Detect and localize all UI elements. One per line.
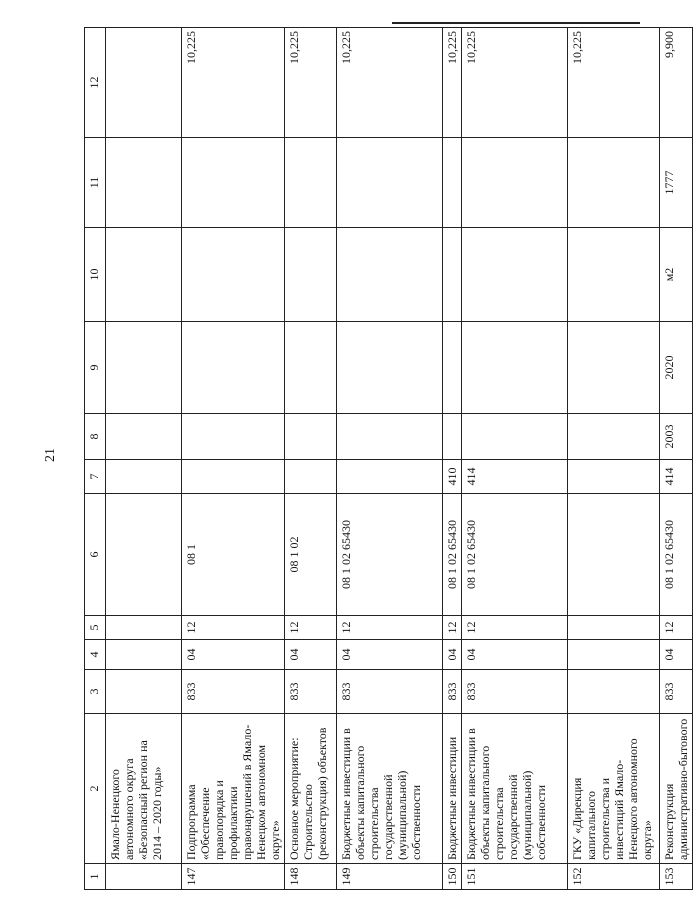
cell-col-6: 08 1 02 65430 [443,494,462,616]
cell-col-8 [106,414,182,460]
cell-col-12: 10,225 [568,28,660,138]
cell-col-11 [285,138,337,228]
cell-col-12: 10,225 [182,28,285,138]
top-rule [392,22,640,24]
cell-col-11 [106,138,182,228]
cell-col-2: Бюджетные инвестиции [443,714,462,864]
cell-col-11 [443,138,462,228]
cell-col-8 [182,414,285,460]
cell-col-1: 148 [285,864,337,890]
cell-col-7 [337,460,443,494]
cell-col-5: 12 [660,616,693,640]
cell-col-3 [568,670,660,714]
cell-col-3: 833 [660,670,693,714]
cell-col-5: 12 [337,616,443,640]
cell-col-8 [568,414,660,460]
cell-col-8 [285,414,337,460]
page-number: 21 [43,448,58,462]
cell-col-9 [337,322,443,414]
cell-col-2: Подпрограмма «Обеспечение правопорядка и профилактики правонарушений в Ямало-Ненецком автономном округе» [182,714,285,864]
cell-col-5: 12 [443,616,462,640]
col-header-12: 12 [85,28,106,138]
table-row [106,28,182,890]
budget-table [84,27,693,890]
cell-col-2: Бюджетные инвестиции в объекты капитального строительства государственной (муниципальной) собственности [337,714,443,864]
cell-col-12: 10,225 [337,28,443,138]
table-row [443,28,462,890]
col-header-7: 7 [85,460,106,494]
cell-col-2: Основное мероприятие: Строительство (реконструкция) объектов [285,714,337,864]
col-header-2: 2 [85,714,106,864]
col-header-9: 9 [85,322,106,414]
cell-col-1: 149 [337,864,443,890]
rotated-table-container [84,28,690,890]
cell-col-6: 08 1 02 65430 [337,494,443,616]
cell-col-10 [285,228,337,322]
cell-col-3: 833 [462,670,568,714]
cell-col-9 [568,322,660,414]
cell-col-8 [462,414,568,460]
cell-col-6: 08 1 02 65430 [462,494,568,616]
table-row [182,28,285,890]
cell-col-11 [182,138,285,228]
cell-col-11 [462,138,568,228]
cell-col-6: 08 1 02 65430 [660,494,693,616]
col-header-5: 5 [85,616,106,640]
cell-col-10 [462,228,568,322]
cell-col-11 [337,138,443,228]
cell-col-4: 04 [182,640,285,670]
cell-col-4 [568,640,660,670]
cell-col-3: 833 [337,670,443,714]
cell-col-10 [106,228,182,322]
cell-col-6: 08 1 02 [285,494,337,616]
cell-col-7: 414 [660,460,693,494]
table-row [660,28,693,890]
cell-col-1: 147 [182,864,285,890]
cell-col-12: 9,900 [660,28,693,138]
col-header-8: 8 [85,414,106,460]
cell-col-9 [443,322,462,414]
cell-col-12: 10,225 [462,28,568,138]
cell-col-10 [443,228,462,322]
cell-col-12 [106,28,182,138]
cell-col-1 [106,864,182,890]
cell-col-2: Бюджетные инвестиции в объекты капитального строительства государственной (муниципальной) собственности [462,714,568,864]
cell-col-5 [568,616,660,640]
cell-col-8 [337,414,443,460]
cell-col-3: 833 [182,670,285,714]
cell-col-8 [443,414,462,460]
cell-col-11: 1777 [660,138,693,228]
cell-col-3 [106,670,182,714]
cell-col-5: 12 [182,616,285,640]
cell-col-1: 152 [568,864,660,890]
cell-col-7: 414 [462,460,568,494]
cell-col-1: 150 [443,864,462,890]
col-header-1: 1 [85,864,106,890]
cell-col-10 [182,228,285,322]
cell-col-11 [568,138,660,228]
cell-col-10 [337,228,443,322]
cell-col-9 [462,322,568,414]
cell-col-12: 10,225 [443,28,462,138]
cell-col-1: 153 [660,864,693,890]
cell-col-5 [106,616,182,640]
cell-col-3: 833 [443,670,462,714]
cell-col-6: 08 1 [182,494,285,616]
col-header-6: 6 [85,494,106,616]
col-header-11: 11 [85,138,106,228]
cell-col-4: 04 [660,640,693,670]
header-row [85,28,106,890]
cell-col-2: ГКУ «Дирекция капитального строительства и инвестиций Ямало-Ненецкого автономного округа» [568,714,660,864]
cell-col-2: Ямало-Ненецкого автономного округа «Безопасный регион на 2014 – 2020 годы» [106,714,182,864]
cell-col-12: 10,225 [285,28,337,138]
table-row [285,28,337,890]
col-header-10: 10 [85,228,106,322]
cell-col-7 [182,460,285,494]
cell-col-7 [106,460,182,494]
col-header-3: 3 [85,670,106,714]
cell-col-8: 2003 [660,414,693,460]
cell-col-5: 12 [285,616,337,640]
cell-col-4 [106,640,182,670]
cell-col-1: 151 [462,864,568,890]
cell-col-7 [568,460,660,494]
cell-col-6 [568,494,660,616]
cell-col-9 [182,322,285,414]
cell-col-10 [568,228,660,322]
cell-col-9 [285,322,337,414]
cell-col-7: 410 [443,460,462,494]
cell-col-5: 12 [462,616,568,640]
cell-col-9: 2020 [660,322,693,414]
col-header-4: 4 [85,640,106,670]
cell-col-2: Реконструкция административно-бытового [660,714,693,864]
cell-col-3: 833 [285,670,337,714]
cell-col-4: 04 [337,640,443,670]
cell-col-10: м2 [660,228,693,322]
cell-col-4: 04 [285,640,337,670]
cell-col-6 [106,494,182,616]
table-row [462,28,568,890]
table-row [568,28,660,890]
cell-col-4: 04 [462,640,568,670]
cell-col-9 [106,322,182,414]
cell-col-7 [285,460,337,494]
table-row [337,28,443,890]
cell-col-4: 04 [443,640,462,670]
